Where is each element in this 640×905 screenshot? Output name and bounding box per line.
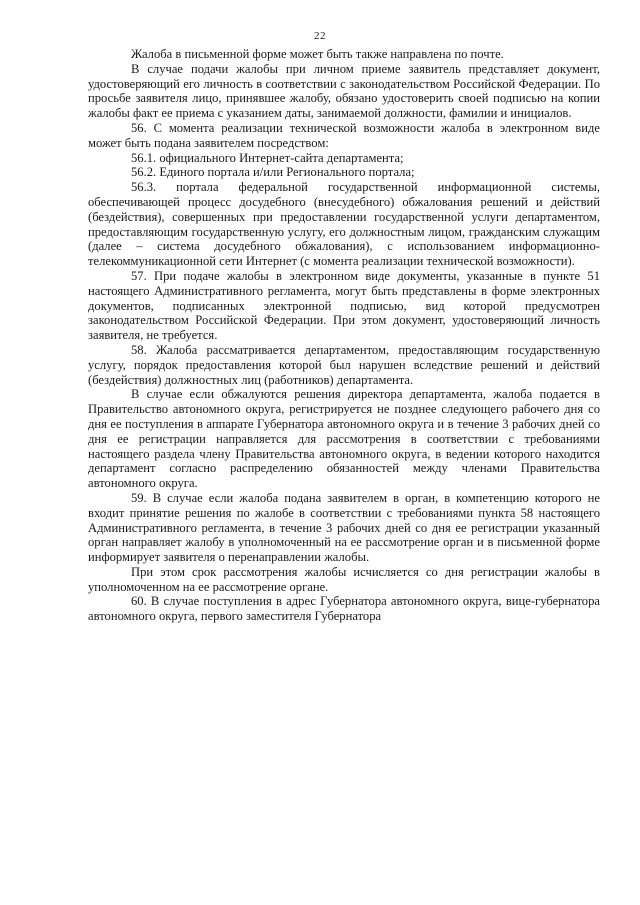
paragraph-director-complaint: В случае если обжалуются решения директора департамента, жалоба подается в Правительство автономного округа, регистрируется не позднее следующего рабочего дня со дня ее поступления в аппарате Губернатора автономного округа и в течение 3 рабочих дней со дня ее регистрации направляется для рассмотрения в соответствии с требованиями настоящего раздела члену Правительства автономного округа, в ведении которого находится департамент согласно распределению обязанностей между членами Правительства автономного округа.: [88, 387, 600, 491]
page-number: 22: [314, 30, 326, 42]
document-body: [88, 47, 600, 624]
paragraph-personal-reception: В случае подачи жалобы при личном приеме заявитель представляет документ, удостоверяющий его личность в соответствии с законодательством Российской Федерации. По просьбе заявителя лицо, принявшее жалобу, обязано удостоверить своей подписью на копии жалобы факт ее приема с указанием даты, занимаемой должности, фамилии и инициалов.: [88, 61, 600, 121]
paragraph-56: 56. С момента реализации технической возможности жалоба в электронном виде может быть подана заявителем посредством:: [88, 120, 600, 150]
paragraph-review-term: При этом срок рассмотрения жалобы исчисляется со дня регистрации жалобы в уполномоченном на ее рассмотрение органе.: [88, 564, 600, 594]
paragraph-57: 57. При подаче жалобы в электронном виде документы, указанные в пункте 51 настоящего Административного регламента, могут быть представлены в форме электронных документов, подписанных электронной подписью, вид которой предусмотрен законодательством Российской Федерации. При этом документ, удостоверяющий личность заявителя, не требуется.: [88, 268, 600, 343]
paragraph-mail-submission: Жалоба в письменной форме может быть также направлена по почте.: [131, 47, 504, 61]
paragraph-56-3: 56.3. портала федеральной государственной информационной системы, обеспечивающей процесс досудебного (внесудебного) обжалования решений и действий (бездействия), совершенных при предоставлении государственной услуги департаментом, предоставляющим государственную услугу, его должностным лицом, гражданским служащим (далее – система досудебного обжалования), с использованием информационно-телекоммуникационной сети Интернет (с момента реализации технической возможности).: [88, 180, 600, 269]
paragraph-56-1: 56.1. официального Интернет-сайта департамента;: [131, 150, 404, 165]
paragraph-59: 59. В случае если жалоба подана заявителем в орган, в компетенцию которого не входит принятие решения по жалобе в соответствии с требованиями пункта 58 настоящего Административного регламента, в течение 3 рабочих дней со дня ее регистрации указанный орган направляет жалобу в уполномоченный на ее рассмотрение орган и в письменной форме информирует заявителя о перенаправлении жалобы.: [88, 490, 600, 565]
paragraph-60: 60. В случае поступления в адрес Губернатора автономного округа, вице-губернатора автономного округа, первого заместителя Губернатора: [88, 594, 600, 624]
paragraph-58: 58. Жалоба рассматривается департаментом, предоставляющим государственную услугу, порядок предоставления которой был нарушен вследствие решений и действий (бездействия) должностных лиц (работников) департамента.: [88, 342, 600, 387]
paragraph-56-2: 56.2. Единого портала и/или Регионального портала;: [131, 165, 415, 180]
